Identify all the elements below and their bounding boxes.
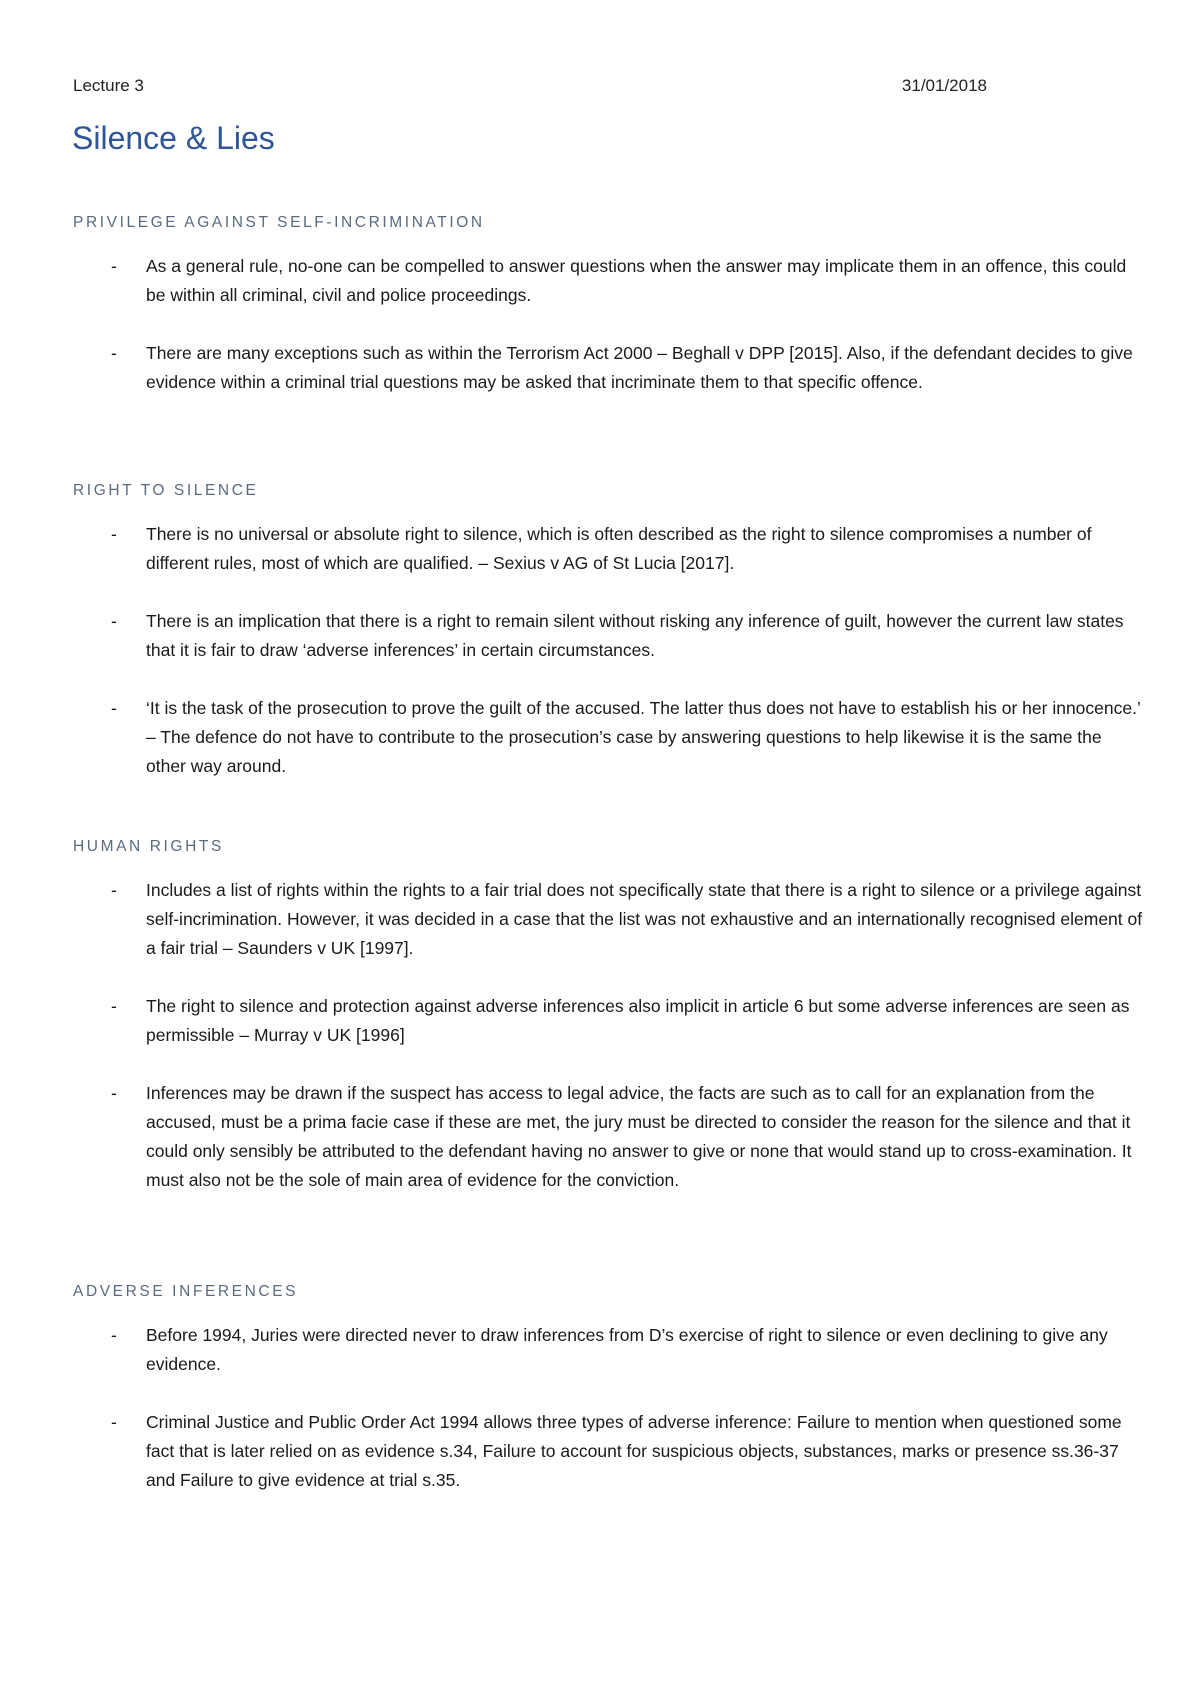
bullet-text: ‘It is the task of the prosecution to prove the guilt of the accused. The latter thus does not have to establish his or her innocence.’ – The defence do not have to contribute to the prosecution’s case by answering questions to help likewise it is the same the other way around. bbox=[146, 698, 1141, 776]
bullet-text: Criminal Justice and Public Order Act 1994 allows three types of adverse inference: Failure to mention when questioned some fact that is later relied on as evidence s.34, Failure to account for suspicious objects, substances, marks or presence ss.36-37 and Failure to give evidence at trial s.35. bbox=[146, 1412, 1122, 1490]
bullet-dash: - bbox=[111, 1412, 117, 1432]
list-item bbox=[73, 339, 1133, 397]
bullet-text: There are many exceptions such as within the Terrorism Act 2000 – Beghall v DPP [2015]. Also, if the defendant decides to give evidence within a criminal trial questions may be asked that incriminate them to that specific offence. bbox=[146, 343, 1133, 392]
section-human-rights bbox=[73, 838, 1143, 1195]
list-item bbox=[73, 1408, 1133, 1495]
bullet-dash: - bbox=[111, 1325, 117, 1345]
bullet-dash: - bbox=[111, 880, 117, 900]
page-title: Silence & Lies bbox=[72, 120, 275, 156]
bullet-list bbox=[73, 1321, 1133, 1495]
bullet-dash: - bbox=[111, 256, 117, 276]
bullet-text: There is no universal or absolute right to silence, which is often described as the right to silence compromises a number of different rules, most of which are qualified. – Sexius v AG of St Lucia [2017]. bbox=[146, 524, 1092, 573]
section-right-to-silence bbox=[73, 482, 1141, 781]
bullet-dash: - bbox=[111, 996, 117, 1016]
section-adverse-inferences bbox=[73, 1283, 1133, 1495]
bullet-text: There is an implication that there is a right to remain silent without risking any inference of guilt, however the current law states that it is fair to draw ‘adverse inferences’ in certain circumstances. bbox=[146, 611, 1124, 660]
bullet-dash: - bbox=[111, 1083, 117, 1103]
bullet-text: Includes a list of rights within the rights to a fair trial does not specifically state that there is a right to silence or a privilege against self-incrimination. However, it was decided in a case that the list was not exhaustive and an internationally recognised element of a fair trial – Saunders v UK [1997]. bbox=[146, 880, 1143, 958]
list-item bbox=[73, 1079, 1133, 1195]
list-item bbox=[73, 520, 1133, 578]
bullet-dash: - bbox=[111, 343, 117, 363]
list-item bbox=[73, 694, 1141, 781]
lecture-label: Lecture 3 bbox=[73, 76, 144, 95]
bullet-text: Before 1994, Juries were directed never to draw inferences from D’s exercise of right to silence or even declining to give any evidence. bbox=[146, 1325, 1108, 1374]
lecture-date: 31/01/2018 bbox=[901, 76, 987, 95]
section-heading: RIGHT TO SILENCE bbox=[73, 482, 259, 499]
bullet-list bbox=[73, 252, 1133, 397]
bullet-text: The right to silence and protection against adverse inferences also implicit in article 6 but some adverse inferences are seen as permissible – Murray v UK [1996] bbox=[146, 996, 1130, 1045]
list-item bbox=[73, 1321, 1133, 1379]
list-item bbox=[73, 876, 1143, 963]
section-privilege-against-self-incrimination bbox=[73, 214, 1133, 397]
bullet-dash: - bbox=[111, 698, 117, 718]
section-heading: ADVERSE INFERENCES bbox=[73, 1283, 299, 1300]
bullet-list bbox=[73, 876, 1143, 1195]
bullet-text: As a general rule, no-one can be compelled to answer questions when the answer may implicate them in an offence, this could be within all criminal, civil and police proceedings. bbox=[146, 256, 1127, 305]
bullet-dash: - bbox=[111, 611, 117, 631]
list-item bbox=[73, 252, 1133, 310]
list-item bbox=[73, 607, 1133, 665]
section-heading: PRIVILEGE AGAINST SELF-INCRIMINATION bbox=[73, 214, 485, 231]
list-item bbox=[73, 992, 1133, 1050]
bullet-dash: - bbox=[111, 524, 117, 544]
bullet-text: Inferences may be drawn if the suspect has access to legal advice, the facts are such as to call for an explanation from the accused, must be a prima facie case if these are met, the jury must be directed to consider the reason for the silence and that it could only sensibly be attributed to the defendant having no answer to give or none that would stand up to cross-examination. It must also not be the sole of main area of evidence for the conviction. bbox=[146, 1083, 1132, 1190]
section-heading: HUMAN RIGHTS bbox=[73, 838, 224, 855]
bullet-list bbox=[73, 520, 1141, 781]
document-header bbox=[73, 76, 987, 96]
